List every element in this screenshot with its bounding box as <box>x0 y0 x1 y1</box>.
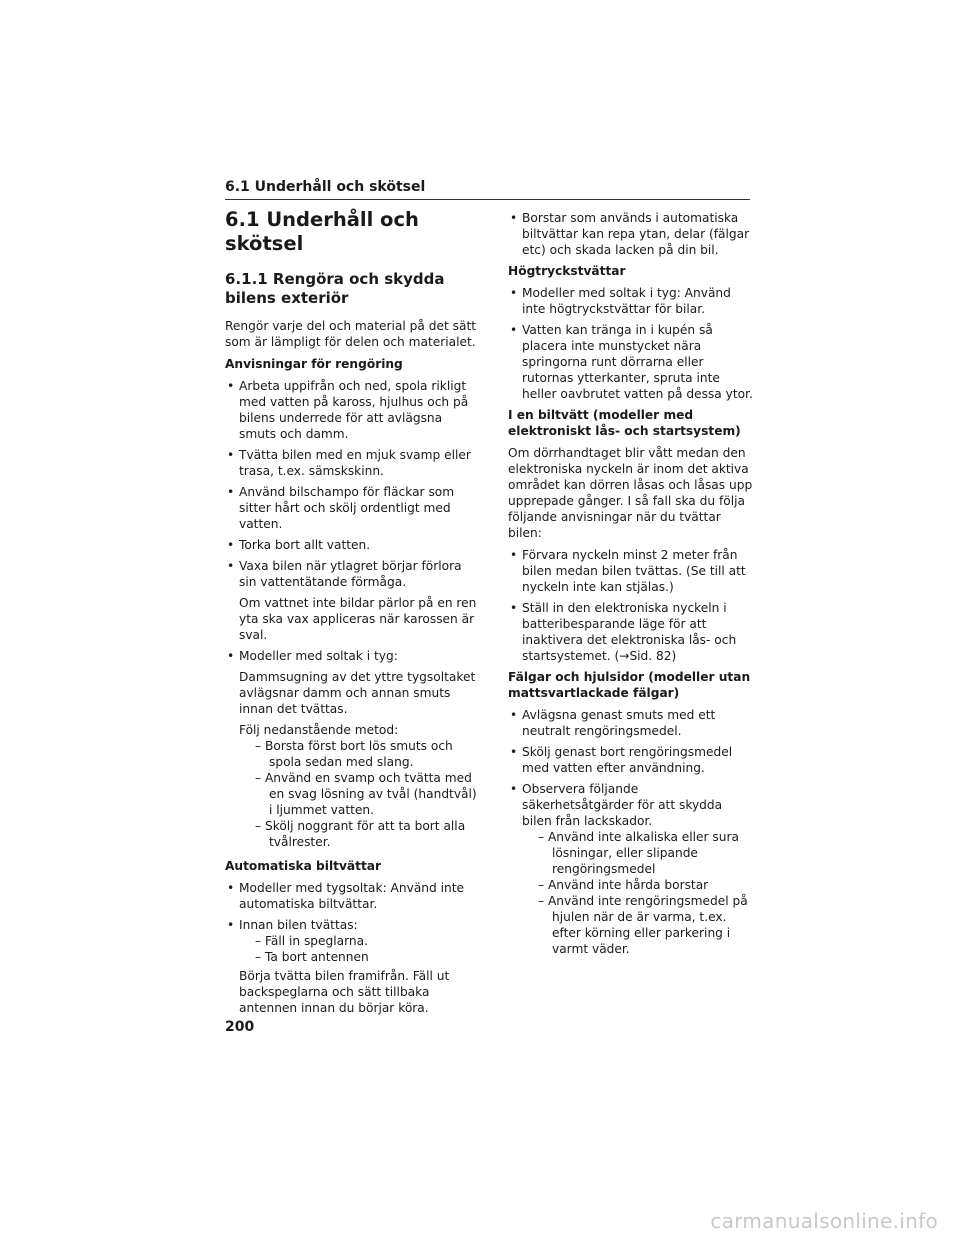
cleaning-list <box>225 378 477 590</box>
list-item: • Modeller med soltak i tyg: <box>225 648 477 664</box>
dash-item: – Ta bort antennen <box>239 949 477 965</box>
subsection-title: 6.1.1 Rengöra och skydda bilens exteriör <box>225 270 445 307</box>
list-item: • Torka bort allt vatten. <box>225 537 477 553</box>
carwash-list <box>225 880 477 965</box>
dash-item: – Fäll in speglarna. <box>239 933 477 949</box>
subheading-pressure-washer: Högtryckstvättar <box>508 264 626 278</box>
list-item: • Förvara nyckeln minst 2 meter från bilen medan bilen tvättas. (Se till att nyckeln inte kan stjälas.) <box>508 547 753 595</box>
page-number: 200 <box>225 1019 255 1035</box>
watermark: carmanualsonline.info <box>710 1209 938 1233</box>
list-item: • Använd bilschampo för fläckar som sitter hårt och skölj ordentligt med vatten. <box>225 484 477 532</box>
dash-item: – Använd inte alkaliska eller sura lösningar, eller slipande rengöringsmedel <box>522 829 753 877</box>
list-item: • Vaxa bilen när ytlagret börjar förlora sin vattentätande förmåga. <box>225 558 477 590</box>
wax-note: Om vattnet inte bildar pärlor på en ren yta ska vax appliceras när karossen är sval. <box>239 596 477 642</box>
dash-item: – Använd inte rengöringsmedel på hjulen när de är varma, t.ex. efter körning eller parkering i varmt väder. <box>522 893 753 957</box>
running-head: 6.1 Underhåll och skötsel <box>225 179 426 195</box>
subheading-automatic-carwash: Automatiska biltvättar <box>225 859 382 873</box>
list-item: • Ställ in den elektroniska nyckeln i batteribesparande läge för att inaktivera det elektroniska lås- och startsystemet. (→Sid. 82) <box>508 600 753 664</box>
right-column <box>508 210 753 962</box>
carwash-paragraph: Börja tvätta bilen framifrån. Fäll ut backspeglarna och sätt tillbaka antennen innan du börjar köra. <box>239 969 450 1015</box>
list-item: • Borstar som används i automatiska biltvättar kan repa ytan, delar (fälgar etc) och skada lacken på din bil. <box>508 210 753 258</box>
subheading-wheels: Fälgar och hjulsidor (modeller utan mattsvartlackade fälgar) <box>508 670 751 700</box>
left-column <box>225 208 477 1021</box>
dash-item: – Använd inte hårda borstar <box>522 877 753 893</box>
list-item: • Vatten kan tränga in i kupén så placera inte munstycket nära springorna runt dörrarna eller rutornas ytterkanter, spruta inte heller oavbrutet vatten på dessa ytor. <box>508 322 753 402</box>
soltak-list <box>225 648 477 664</box>
list-item-text: • Observera följande säkerhetsåtgärder för att skydda bilen från lackskador. <box>522 782 723 828</box>
list-item-text: • Innan bilen tvättas: <box>239 918 358 932</box>
subheading-cleaning-instructions: Anvisningar för rengöring <box>225 357 403 371</box>
list-item: • Modeller med soltak i tyg: Använd inte högtryckstvättar för bilar. <box>508 285 753 317</box>
dash-item: – Använd en svamp och tvätta med en svag lösning av tvål (handtvål) i ljummet vatten. <box>239 770 477 818</box>
section-title: 6.1 Underhåll och skötsel <box>225 208 419 255</box>
dash-item: – Borsta först bort lös smuts och spola sedan med slang. <box>239 738 477 770</box>
list-item: • Tvätta bilen med en mjuk svamp eller trasa, t.ex. sämskskinn. <box>225 447 477 479</box>
list-item: • Skölj genast bort rengöringsmedel med vatten efter användning. <box>508 744 753 776</box>
list-item <box>225 917 477 965</box>
intro-paragraph: Rengör varje del och material på det sätt som är lämpligt för delen och materialet. <box>225 319 477 349</box>
soltak-paragraph: Dammsugning av det yttre tygsoltaket avlägsnar damm och annan smuts innan det tvättas. <box>239 670 476 716</box>
electronic-key-paragraph: Om dörrhandtaget blir vått medan den elektroniska nyckeln är inom det aktiva området kan dörren låsas och låsas upp upprepade gånger. I så fall ska du följa följande anvisningar när du tvättar bilen: <box>508 446 753 540</box>
header-rule <box>225 199 750 200</box>
brush-list <box>508 210 753 258</box>
list-item: • Avlägsna genast smuts med ett neutralt rengöringsmedel. <box>508 707 753 739</box>
wheels-list <box>508 707 753 957</box>
dash-item: – Skölj noggrant för att ta bort alla tvålrester. <box>239 818 477 850</box>
method-block <box>225 722 477 850</box>
list-item: • Modeller med tygsoltak: Använd inte automatiska biltvättar. <box>225 880 477 912</box>
electronic-key-list <box>508 547 753 664</box>
list-item: • Arbeta uppifrån och ned, spola rikligt med vatten på kaross, hjulhus och på bilens underrede för att avlägsna smuts och damm. <box>225 378 477 442</box>
subheading-electronic-key: I en biltvätt (modeller med elektroniskt lås- och startsystem) <box>508 408 741 438</box>
method-intro: Följ nedanstående metod: <box>239 723 399 737</box>
list-item <box>508 781 753 957</box>
pressure-list <box>508 285 753 402</box>
